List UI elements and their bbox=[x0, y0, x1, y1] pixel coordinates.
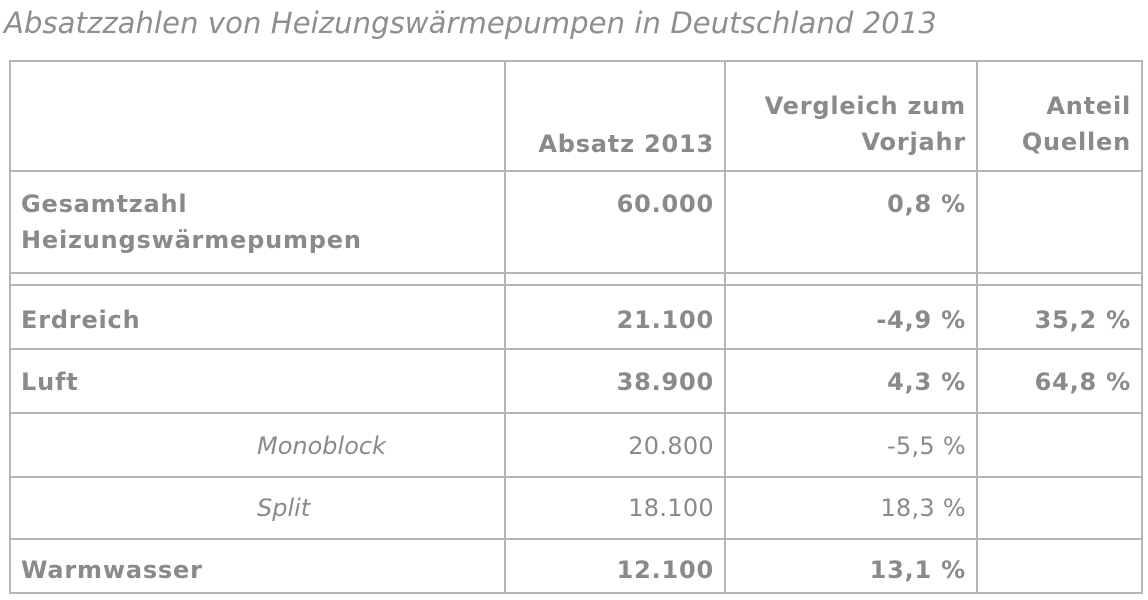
sales-table bbox=[9, 60, 1143, 594]
cell-change-monoblock: -5,5 % bbox=[886, 432, 966, 460]
row-label-warmwasser: Warmwasser bbox=[21, 556, 203, 584]
table-border-bottom bbox=[9, 592, 1143, 594]
row-divider bbox=[9, 348, 1143, 350]
cell-change-warmwasser: 13,1 % bbox=[869, 556, 966, 584]
row-label-monoblock: Monoblock bbox=[257, 432, 386, 460]
row-divider bbox=[9, 170, 1143, 172]
row-divider bbox=[9, 476, 1143, 478]
header-change: Vergleich zum Vorjahr bbox=[764, 92, 966, 156]
row-divider bbox=[9, 538, 1143, 540]
row-label-luft: Luft bbox=[21, 368, 79, 396]
table-border-right bbox=[1141, 60, 1143, 594]
cell-sales-monoblock: 20.800 bbox=[628, 432, 714, 460]
cell-change-luft: 4,3 % bbox=[887, 368, 966, 396]
row-label-erdreich: Erdreich bbox=[21, 306, 141, 334]
row-label-split: Split bbox=[257, 494, 311, 522]
row-label-total: Gesamtzahl Heizungswärmepumpen bbox=[21, 190, 362, 254]
row-divider bbox=[9, 412, 1143, 414]
cell-sales-total: 60.000 bbox=[616, 190, 714, 218]
cell-change-erdreich: -4,9 % bbox=[876, 306, 966, 334]
header-share: Anteil Quellen bbox=[1021, 92, 1131, 156]
cell-share-luft: 64,8 % bbox=[1034, 368, 1131, 396]
page-title: Absatzzahlen von Heizungswärmepumpen in Deutschland 2013 bbox=[4, 6, 937, 40]
table-border-top bbox=[9, 60, 1143, 62]
cell-change-split: 18,3 % bbox=[880, 494, 966, 522]
table-border-left bbox=[9, 60, 11, 594]
cell-share-erdreich: 35,2 % bbox=[1034, 306, 1131, 334]
header-sales: Absatz 2013 bbox=[538, 130, 714, 158]
row-divider bbox=[9, 272, 1143, 274]
cell-change-total: 0,8 % bbox=[887, 190, 966, 218]
cell-sales-warmwasser: 12.100 bbox=[616, 556, 714, 584]
row-divider bbox=[9, 284, 1143, 286]
cell-sales-split: 18.100 bbox=[628, 494, 714, 522]
cell-sales-erdreich: 21.100 bbox=[616, 306, 714, 334]
cell-sales-luft: 38.900 bbox=[616, 368, 714, 396]
